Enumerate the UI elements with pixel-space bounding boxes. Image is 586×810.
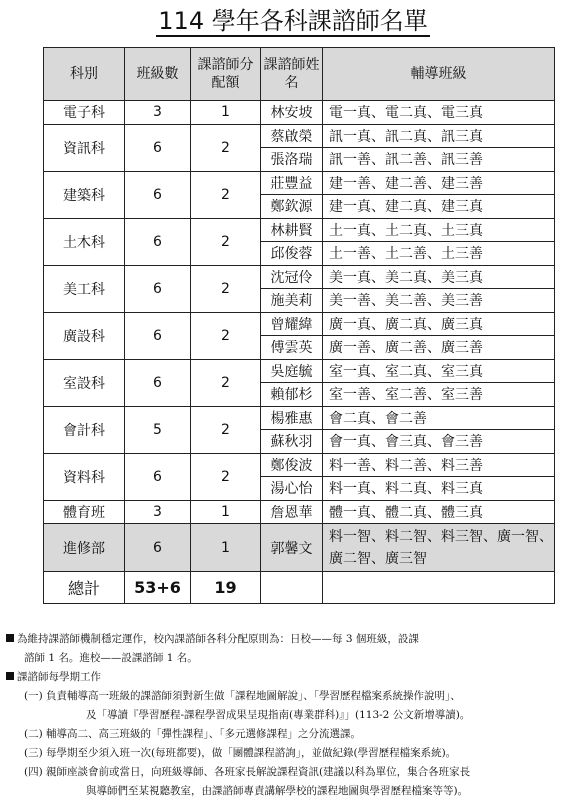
note-item-3: (三) 每學期至少須入班一次(每班都要)，做「團體課程諮詢」，並做紀錄(學習歷程檔案系統)。 (24, 747, 457, 759)
dept-cell: 會計科 (44, 406, 125, 453)
header-assigned: 輔導班級 (323, 48, 555, 101)
header-quota: 課諮師分配額 (191, 48, 261, 101)
advisor-name-cell: 曾耀緯 (261, 312, 323, 336)
header-name: 課諮師姓名 (261, 48, 323, 101)
note-item-2: (二) 輔導高二、高三班級的「彈性課程」、「多元選修課程」之分流選課。 (24, 728, 362, 740)
total-empty-assigned (323, 572, 555, 604)
assigned-classes-cell: 美一善、美二善、美三善 (323, 289, 555, 313)
note-item-4-cont: 與導師們至某視聽教室，由課諮師專責講解學校的課程地圖與學習歷程檔案等等)。 (86, 785, 469, 797)
quota-cell: 2 (191, 406, 261, 453)
advisor-name-cell: 楊雅惠 (261, 406, 323, 430)
dept-cell: 資訊科 (44, 124, 125, 171)
assigned-classes-cell: 土一真、土二真、土三真 (323, 218, 555, 242)
quota-cell: 1 (191, 524, 261, 572)
advisor-name-cell: 沈冠伶 (261, 265, 323, 289)
assigned-classes-cell: 廣一真、廣二真、廣三真 (323, 312, 555, 336)
dept-cell: 建築科 (44, 171, 125, 218)
table-row (44, 101, 555, 125)
quota-cell: 2 (191, 265, 261, 312)
dept-cell: 電子科 (44, 101, 125, 125)
advisor-name-cell: 林耕賢 (261, 218, 323, 242)
table-row (44, 265, 555, 289)
assigned-classes-cell: 料一智、料二智、料三智、廣一智、廣二智、廣三智 (323, 524, 555, 572)
classes-cell: 6 (125, 171, 191, 218)
total-row (44, 572, 555, 604)
assigned-classes-cell: 建一真、建二真、建三真 (323, 195, 555, 219)
classes-cell: 3 (125, 101, 191, 125)
total-classes: 53+6 (125, 572, 191, 604)
assigned-classes-cell: 電一真、電二真、電三真 (323, 101, 555, 125)
assigned-classes-cell: 土一善、土二善、土三善 (323, 242, 555, 266)
advisor-name-cell: 鄭欽源 (261, 195, 323, 219)
total-empty-name (261, 572, 323, 604)
assigned-classes-cell: 美一真、美二真、美三真 (323, 265, 555, 289)
dept-cell: 土木科 (44, 218, 125, 265)
table-row (44, 359, 555, 383)
classes-cell: 6 (125, 359, 191, 406)
advisor-name-cell: 蘇秋羽 (261, 430, 323, 454)
assigned-classes-cell: 體一真、體二真、體三真 (323, 500, 555, 524)
table-row (44, 524, 555, 572)
note-duties-heading: 課諮師每學期工作 (6, 668, 582, 687)
classes-cell: 3 (125, 500, 191, 524)
classes-cell: 6 (125, 524, 191, 572)
dept-cell: 室設科 (44, 359, 125, 406)
quota-cell: 2 (191, 359, 261, 406)
advisor-table (43, 47, 555, 604)
total-label: 總計 (44, 572, 125, 604)
advisor-name-cell: 湯心怡 (261, 477, 323, 501)
assigned-classes-cell: 料一真、料二真、料三真 (323, 477, 555, 501)
bullet-square-icon (6, 634, 14, 642)
quota-cell: 2 (191, 453, 261, 500)
assigned-classes-cell: 會一真、會三真、會三善 (323, 430, 555, 454)
quota-cell: 2 (191, 218, 261, 265)
table-row (44, 124, 555, 148)
classes-cell: 6 (125, 453, 191, 500)
page-title: 114 學年各科課諮師名單 (158, 7, 428, 35)
assigned-classes-cell: 室一善、室二善、室三善 (323, 383, 555, 407)
assigned-classes-cell: 室一真、室二真、室三真 (323, 359, 555, 383)
table-row (44, 218, 555, 242)
assigned-classes-cell: 訊一善、訊二善、訊三善 (323, 148, 555, 172)
advisor-name-cell: 傅雲英 (261, 336, 323, 360)
note-item-4: (四) 親師座談會前或當日，向班級導師、各班家長解說課程資訊(建議以科為單位，集合各班家長 (24, 766, 471, 778)
advisor-name-cell: 林安坡 (261, 101, 323, 125)
classes-cell: 5 (125, 406, 191, 453)
advisor-name-cell: 詹恩華 (261, 500, 323, 524)
advisor-name-cell: 賴郁杉 (261, 383, 323, 407)
table-header-row (44, 48, 555, 101)
table-row (44, 171, 555, 195)
assigned-classes-cell: 料一善、料二善、料三善 (323, 453, 555, 477)
classes-cell: 6 (125, 218, 191, 265)
note-item-1-cont: 及「導讀『學習歷程-課程學習成果呈現指南(專業群科)』」(113-2 公文新增導讀)。 (86, 709, 471, 721)
advisor-name-cell: 邱俊蓉 (261, 242, 323, 266)
classes-cell: 6 (125, 265, 191, 312)
assigned-classes-cell: 會二真、會二善 (323, 406, 555, 430)
table-row (44, 406, 555, 430)
assigned-classes-cell: 建一善、建二善、建三善 (323, 171, 555, 195)
notes (6, 630, 582, 801)
dept-cell: 廣設科 (44, 312, 125, 359)
table-row (44, 453, 555, 477)
quota-cell: 2 (191, 312, 261, 359)
advisor-name-cell: 郭馨文 (261, 524, 323, 572)
classes-cell: 6 (125, 124, 191, 171)
advisor-name-cell: 莊豐益 (261, 171, 323, 195)
dept-cell: 體育班 (44, 500, 125, 524)
quota-cell: 2 (191, 124, 261, 171)
quota-cell: 1 (191, 101, 261, 125)
table-row (44, 500, 555, 524)
dept-cell: 資料科 (44, 453, 125, 500)
dept-cell: 進修部 (44, 524, 125, 572)
assigned-classes-cell: 廣一善、廣二善、廣三善 (323, 336, 555, 360)
quota-cell: 2 (191, 171, 261, 218)
dept-cell: 美工科 (44, 265, 125, 312)
note-principle-cont: 諮師 1 名。進校——設課諮師 1 名。 (24, 652, 198, 664)
advisor-name-cell: 張洛瑞 (261, 148, 323, 172)
quota-cell: 1 (191, 500, 261, 524)
note-principle: 為維持課諮師機制穩定運作，校內課諮師各科分配原則為：日校——每 3 個班級，設課 (6, 630, 582, 649)
advisor-name-cell: 施美莉 (261, 289, 323, 313)
assigned-classes-cell: 訊一真、訊二真、訊三真 (323, 124, 555, 148)
note-item-1: (一) 負責輔導高一班級的課諮師須對新生做「課程地圖解說」、「學習歷程檔案系統操作說明」、 (24, 690, 461, 702)
total-quota: 19 (191, 572, 261, 604)
bullet-square-icon (6, 672, 14, 680)
advisor-name-cell: 吳庭毓 (261, 359, 323, 383)
advisor-name-cell: 鄭俊波 (261, 453, 323, 477)
classes-cell: 6 (125, 312, 191, 359)
header-classes: 班級數 (125, 48, 191, 101)
advisor-name-cell: 蔡啟榮 (261, 124, 323, 148)
header-dept: 科別 (44, 48, 125, 101)
table-row (44, 312, 555, 336)
